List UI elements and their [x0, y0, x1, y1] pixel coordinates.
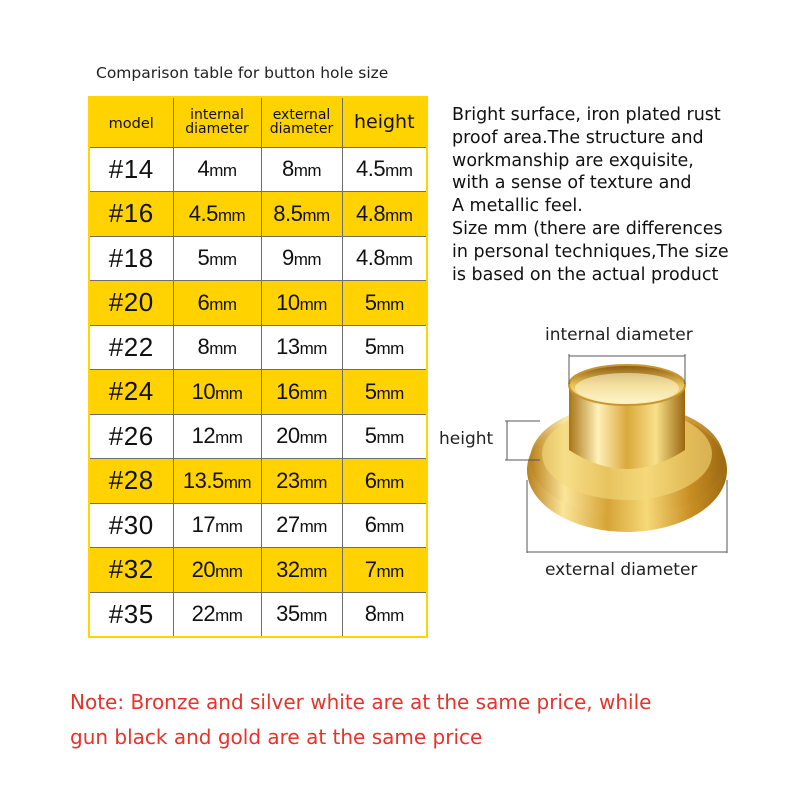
unit-label: mm	[215, 606, 243, 625]
unit-label: mm	[376, 294, 404, 314]
model-value: #35	[108, 598, 154, 629]
unit-label: mm	[299, 606, 327, 625]
cell-internal-diameter-value: 8	[197, 334, 210, 360]
header-model-label: model	[108, 115, 154, 132]
cell-height-value: 4.8	[356, 245, 386, 271]
description-line: workmanship are exquisite,	[452, 150, 694, 171]
description-line: Bright surface, iron plated rust	[452, 105, 721, 125]
description-line: with a sense of texture and	[452, 173, 692, 194]
unit-label: mm	[215, 428, 243, 448]
height-label: height	[439, 429, 494, 449]
description-line: in personal techniques,The size	[452, 241, 729, 262]
cell-external-diameter-value: 13	[276, 334, 300, 360]
model-value: #16	[108, 198, 154, 229]
cell-height-value: 6	[364, 467, 377, 493]
description-line: is based on the actual product	[452, 264, 719, 285]
cell-external-diameter-value: 23	[276, 467, 300, 493]
header-external-line2: diameter	[269, 121, 334, 138]
unit-label: mm	[215, 561, 243, 581]
header-internal-line2: diameter	[185, 121, 249, 138]
cell-external-diameter-value: 20	[276, 423, 300, 449]
model-value: #14	[108, 153, 154, 184]
unit-label: mm	[302, 205, 330, 225]
cell-internal-diameter-value: 20	[191, 556, 216, 582]
cell-height-value: 5	[364, 334, 377, 360]
cell-external-diameter-value: 35	[276, 601, 300, 626]
unit-label: mm	[376, 428, 404, 448]
cell-height-value: 8	[364, 601, 377, 626]
cell-height-value: 4.8	[356, 200, 386, 226]
unit-label: mm	[215, 383, 243, 403]
header-height-label: height	[353, 111, 415, 134]
cell-height-value: 4.5	[356, 156, 386, 182]
unit-label: mm	[293, 250, 322, 270]
cell-external-diameter-value: 32	[276, 556, 300, 582]
model-value: #30	[108, 509, 154, 540]
cell-external-diameter-value: 27	[276, 512, 300, 538]
note-line: gun black and gold are at the same price	[70, 725, 483, 749]
unit-label: mm	[376, 606, 404, 625]
model-value: #22	[108, 331, 154, 362]
unit-label: mm	[299, 339, 327, 359]
cell-height-value: 7	[364, 556, 377, 582]
unit-label: mm	[209, 294, 237, 314]
cell-internal-diameter-value: 4	[197, 156, 210, 182]
cell-internal-diameter-value: 10	[191, 378, 216, 404]
external-diameter-label: external diameter	[545, 560, 698, 580]
unit-label: mm	[209, 161, 237, 181]
model-value: #24	[108, 376, 154, 407]
unit-label: mm	[215, 517, 243, 537]
unit-label: mm	[376, 383, 404, 403]
table-caption: Comparison table for button hole size	[96, 64, 389, 82]
unit-label: mm	[299, 517, 327, 537]
unit-label: mm	[385, 205, 413, 225]
unit-label: mm	[385, 250, 413, 270]
unit-label: mm	[217, 205, 246, 225]
cell-internal-diameter-value: 22	[191, 601, 216, 626]
cell-height-value: 5	[364, 423, 377, 449]
unit-label: mm	[299, 472, 327, 492]
unit-label: mm	[299, 561, 327, 581]
cell-height-value: 5	[364, 378, 377, 404]
model-value: #26	[108, 420, 154, 451]
internal-diameter-label: internal diameter	[545, 325, 693, 345]
description-line: Size mm (there are differences	[452, 218, 723, 239]
cell-height-value: 5	[364, 289, 377, 315]
cell-external-diameter-value: 10	[276, 289, 300, 315]
cell-external-diameter-value: 8	[281, 156, 294, 182]
model-value: #28	[108, 465, 154, 496]
cell-external-diameter-value: 16	[276, 378, 300, 404]
unit-label: mm	[376, 517, 404, 537]
price-note	[70, 685, 790, 755]
cell-internal-diameter-value: 12	[191, 423, 216, 449]
cell-internal-diameter-value: 4.5	[188, 200, 218, 226]
cell-external-diameter-value: 9	[281, 245, 294, 271]
header-internal-line1: internal	[190, 107, 244, 124]
cell-height-value: 6	[364, 512, 377, 538]
cell-internal-diameter-value: 17	[191, 512, 216, 538]
unit-label: mm	[299, 383, 327, 403]
unit-label: mm	[376, 339, 404, 359]
unit-label: mm	[299, 428, 327, 448]
note-line: Note: Bronze and silver white are at the same price, while	[70, 690, 652, 714]
grommet-barrel	[569, 365, 685, 469]
unit-label: mm	[223, 472, 252, 492]
cell-external-diameter-value: 8.5	[273, 200, 303, 226]
description-line: A metallic feel.	[452, 196, 583, 217]
description-line: proof area.The structure and	[452, 127, 704, 148]
unit-label: mm	[376, 472, 404, 492]
model-value: #32	[108, 554, 154, 585]
unit-label: mm	[299, 294, 327, 314]
cell-internal-diameter-value: 13.5	[182, 467, 224, 493]
model-value: #18	[108, 242, 154, 273]
unit-label: mm	[293, 161, 322, 181]
cell-internal-diameter-value: 5	[197, 245, 210, 271]
unit-label: mm	[209, 250, 237, 270]
unit-label: mm	[209, 339, 237, 359]
unit-label: mm	[376, 561, 404, 581]
cell-internal-diameter-value: 6	[197, 289, 210, 315]
unit-label: mm	[385, 161, 413, 181]
model-value: #20	[108, 287, 154, 318]
header-external-line1: external	[272, 107, 331, 124]
